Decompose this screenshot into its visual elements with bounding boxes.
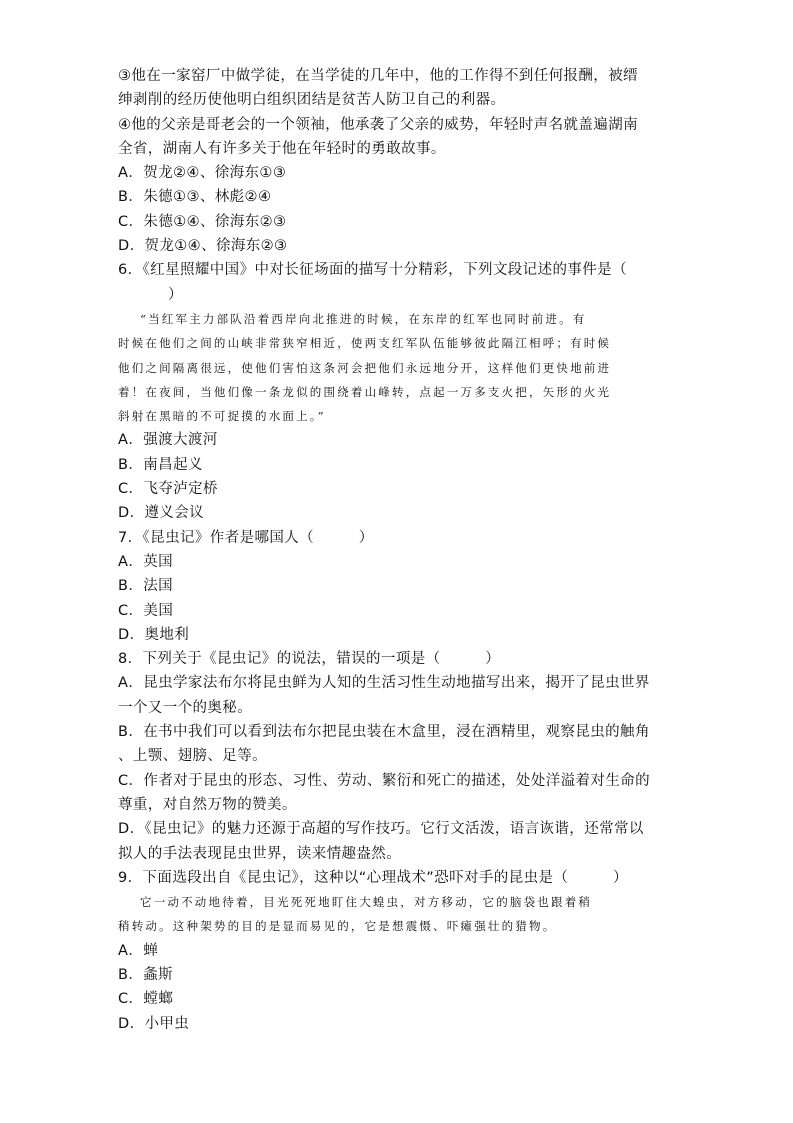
passage-line: “当红军主力部队沿着西岸向北推进的时候，在东岸的红军也同时前进。有 — [140, 311, 587, 326]
text-line: 一个又一个的奥秘。 — [118, 699, 253, 716]
passage-line: 斜射在黑暗的不可捉摸的水面上。” — [118, 409, 326, 424]
text-line: B．朱德①③、林彪②④ — [118, 189, 272, 206]
text-line: A．贺龙②④、徐海东①③ — [118, 165, 287, 182]
passage-line: 它一动不动地待着，目光死死地盯住大蝗虫，对方移动，它的脑袋也跟着稍 — [140, 895, 593, 910]
text-line: 绅剥削的经历使他明白组织团结是贫苦人防卫自己的利器。 — [118, 92, 506, 109]
text-line: D．遵义会议 — [118, 505, 205, 522]
text-line: ③他在一家窑厂中做学徒，在当学徒的几年中，他的工作得不到任何报酬，被缙 — [118, 68, 638, 84]
text-line: A．蝉 — [118, 942, 159, 959]
text-line: C．作者对于昆虫的形态、习性、劳动、繁衍和死亡的描述，处处洋溢着对生命的 — [118, 772, 651, 789]
text-line: B．法国 — [118, 578, 174, 595]
text-line: A．强渡大渡河 — [118, 432, 218, 449]
text-line: B．南昌起义 — [118, 456, 203, 473]
text-line: B．在书中我们可以看到法布尔把昆虫装在木盒里，浸在酒精里，观察昆虫的触角 — [118, 724, 650, 741]
text-line: 7．《昆虫记》作者是哪国人（ ） — [118, 529, 374, 546]
text-line: A．昆虫学家法布尔将昆虫鲜为人知的生活习性生动地描写出来，揭开了昆虫世界 — [118, 675, 650, 692]
text-line: D．《昆虫记》的魅力还源于高超的写作技巧。它行文活泼，语言诙谐，还常常以 — [118, 821, 644, 838]
text-line: 、上颚、翅膀、足等。 — [118, 748, 267, 765]
text-line: 尊重，对自然万物的赞美。 — [118, 796, 297, 813]
passage-line: 他们之间隔离很远，使他们害怕这条河会把他们永远地分开，这样他们更快地前进 — [118, 360, 612, 375]
text-line: 拟人的手法表现昆虫世界，读来情趣盎然。 — [118, 845, 402, 862]
text-line: 9．下面选段出自《昆虫记》，这种以“心理战术”恐吓对手的昆虫是（ ） — [118, 869, 628, 886]
text-line: 6．《红星照耀中国》中对长征场面的描写十分精彩，下列文段记述的事件是（ — [118, 262, 627, 279]
answer-blank: ） — [168, 286, 183, 303]
text-line: ④他的父亲是哥老会的一个领袖，他承袭了父亲的威势，年轻时声名就盖遍湖南 — [118, 116, 638, 133]
passage-line: 稍转动。这种架势的目的是显而易见的，它是想震慑、吓瘫强壮的猎物。 — [118, 919, 557, 934]
text-line: C．螳螂 — [118, 991, 174, 1008]
text-line: C．飞夺泸定桥 — [118, 481, 218, 498]
text-line: A．英国 — [118, 553, 174, 570]
text-line: 8．下列关于《昆虫记》的说法，错误的一项是（ ） — [118, 651, 501, 668]
text-line: D．贺龙①④、徐海东②③ — [118, 238, 288, 255]
text-line: 全省，湖南人有许多关于他在年轻时的勇敢故事。 — [118, 140, 446, 157]
passage-line: 时候在他们之间的山峡非常狭窄相近，使两支红军队伍能够彼此隔江相呼；有时候 — [118, 336, 612, 351]
text-line: D．小甲虫 — [118, 1015, 190, 1032]
document-body — [118, 64, 678, 1036]
text-line: C．朱德①④、徐海东②③ — [118, 213, 287, 230]
text-line: C．美国 — [118, 602, 174, 619]
text-line: B．螽斯 — [118, 966, 174, 983]
text-line: D．奥地利 — [118, 626, 190, 643]
passage-line: 着！在夜间，当他们像一条龙似的围绕着山峰转，点起一万多支火把，矢形的火光 — [118, 384, 612, 399]
